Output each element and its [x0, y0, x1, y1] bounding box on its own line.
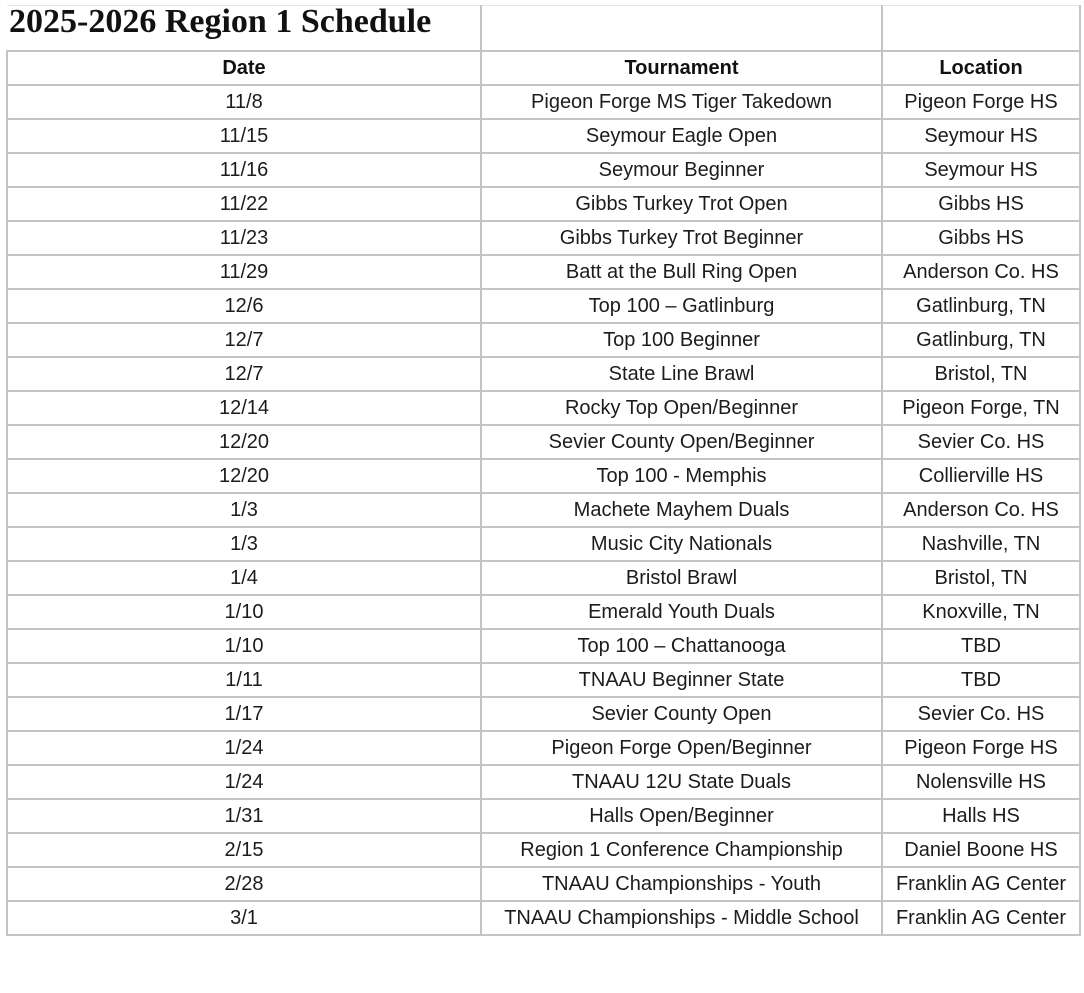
table-row	[7, 85, 1080, 119]
location-cell: Bristol, TN	[882, 357, 1080, 391]
table-row	[7, 833, 1080, 867]
location-cell: Anderson Co. HS	[882, 493, 1080, 527]
table-row	[7, 459, 1080, 493]
location-cell: Pigeon Forge, TN	[882, 391, 1080, 425]
location-cell: Gibbs HS	[882, 187, 1080, 221]
column-header-tournament: Tournament	[481, 51, 882, 85]
date-cell: 1/3	[7, 527, 481, 561]
location-cell: TBD	[882, 663, 1080, 697]
table-row	[7, 799, 1080, 833]
date-cell: 1/24	[7, 765, 481, 799]
tournament-cell: TNAAU Beginner State	[481, 663, 882, 697]
table-row	[7, 153, 1080, 187]
table-row	[7, 289, 1080, 323]
table-row	[7, 425, 1080, 459]
schedule-table	[6, 5, 1081, 936]
header-row	[7, 51, 1080, 85]
table-row	[7, 629, 1080, 663]
table-row	[7, 561, 1080, 595]
table-row	[7, 697, 1080, 731]
location-cell: Pigeon Forge HS	[882, 731, 1080, 765]
location-cell: Collierville HS	[882, 459, 1080, 493]
date-cell: 2/28	[7, 867, 481, 901]
table-row	[7, 901, 1080, 935]
tournament-cell: Pigeon Forge Open/Beginner	[481, 731, 882, 765]
location-cell: Halls HS	[882, 799, 1080, 833]
date-cell: 1/4	[7, 561, 481, 595]
location-cell: Daniel Boone HS	[882, 833, 1080, 867]
location-cell: Franklin AG Center	[882, 901, 1080, 935]
date-cell: 11/8	[7, 85, 481, 119]
table-row	[7, 663, 1080, 697]
tournament-cell: TNAAU Championships - Middle School	[481, 901, 882, 935]
tournament-cell: Region 1 Conference Championship	[481, 833, 882, 867]
date-cell: 12/14	[7, 391, 481, 425]
table-row	[7, 255, 1080, 289]
table-row	[7, 221, 1080, 255]
date-cell: 12/6	[7, 289, 481, 323]
date-cell: 1/24	[7, 731, 481, 765]
table-row	[7, 119, 1080, 153]
date-cell: 12/7	[7, 357, 481, 391]
date-cell: 1/17	[7, 697, 481, 731]
date-cell: 1/3	[7, 493, 481, 527]
tournament-cell: Halls Open/Beginner	[481, 799, 882, 833]
date-cell: 12/20	[7, 425, 481, 459]
table-row	[7, 765, 1080, 799]
date-cell: 11/16	[7, 153, 481, 187]
title-empty-cell	[481, 6, 882, 52]
tournament-cell: Batt at the Bull Ring Open	[481, 255, 882, 289]
location-cell: Gatlinburg, TN	[882, 323, 1080, 357]
tournament-cell: Sevier County Open/Beginner	[481, 425, 882, 459]
tournament-cell: Music City Nationals	[481, 527, 882, 561]
date-cell: 1/10	[7, 595, 481, 629]
date-cell: 12/20	[7, 459, 481, 493]
table-row	[7, 323, 1080, 357]
date-cell: 1/11	[7, 663, 481, 697]
location-cell: Seymour HS	[882, 153, 1080, 187]
tournament-cell: Top 100 – Chattanooga	[481, 629, 882, 663]
date-cell: 2/15	[7, 833, 481, 867]
location-cell: Franklin AG Center	[882, 867, 1080, 901]
tournament-cell: Seymour Eagle Open	[481, 119, 882, 153]
tournament-cell: Bristol Brawl	[481, 561, 882, 595]
tournament-cell: Top 100 Beginner	[481, 323, 882, 357]
column-header-date: Date	[7, 51, 481, 85]
title-empty-cell	[882, 6, 1080, 52]
location-cell: TBD	[882, 629, 1080, 663]
location-cell: Bristol, TN	[882, 561, 1080, 595]
location-cell: Nashville, TN	[882, 527, 1080, 561]
location-cell: Anderson Co. HS	[882, 255, 1080, 289]
tournament-cell: Pigeon Forge MS Tiger Takedown	[481, 85, 882, 119]
tournament-cell: Top 100 - Memphis	[481, 459, 882, 493]
table-row	[7, 357, 1080, 391]
location-cell: Nolensville HS	[882, 765, 1080, 799]
tournament-cell: Top 100 – Gatlinburg	[481, 289, 882, 323]
table-row	[7, 867, 1080, 901]
table-row	[7, 731, 1080, 765]
table-row	[7, 527, 1080, 561]
title-row	[7, 6, 1080, 52]
date-cell: 1/10	[7, 629, 481, 663]
date-cell: 11/29	[7, 255, 481, 289]
table-row	[7, 391, 1080, 425]
tournament-cell: Gibbs Turkey Trot Open	[481, 187, 882, 221]
location-cell: Sevier Co. HS	[882, 425, 1080, 459]
date-cell: 11/22	[7, 187, 481, 221]
column-header-location: Location	[882, 51, 1080, 85]
table-row	[7, 187, 1080, 221]
tournament-cell: Seymour Beginner	[481, 153, 882, 187]
location-cell: Seymour HS	[882, 119, 1080, 153]
location-cell: Sevier Co. HS	[882, 697, 1080, 731]
tournament-cell: Gibbs Turkey Trot Beginner	[481, 221, 882, 255]
date-cell: 12/7	[7, 323, 481, 357]
tournament-cell: State Line Brawl	[481, 357, 882, 391]
location-cell: Gatlinburg, TN	[882, 289, 1080, 323]
date-cell: 3/1	[7, 901, 481, 935]
location-cell: Pigeon Forge HS	[882, 85, 1080, 119]
date-cell: 1/31	[7, 799, 481, 833]
date-cell: 11/15	[7, 119, 481, 153]
date-cell: 11/23	[7, 221, 481, 255]
tournament-cell: TNAAU Championships - Youth	[481, 867, 882, 901]
table-row	[7, 493, 1080, 527]
tournament-cell: TNAAU 12U State Duals	[481, 765, 882, 799]
tournament-cell: Machete Mayhem Duals	[481, 493, 882, 527]
location-cell: Gibbs HS	[882, 221, 1080, 255]
location-cell: Knoxville, TN	[882, 595, 1080, 629]
tournament-cell: Sevier County Open	[481, 697, 882, 731]
table-row	[7, 595, 1080, 629]
tournament-cell: Rocky Top Open/Beginner	[481, 391, 882, 425]
tournament-cell: Emerald Youth Duals	[481, 595, 882, 629]
page-title: 2025-2026 Region 1 Schedule	[7, 6, 481, 52]
